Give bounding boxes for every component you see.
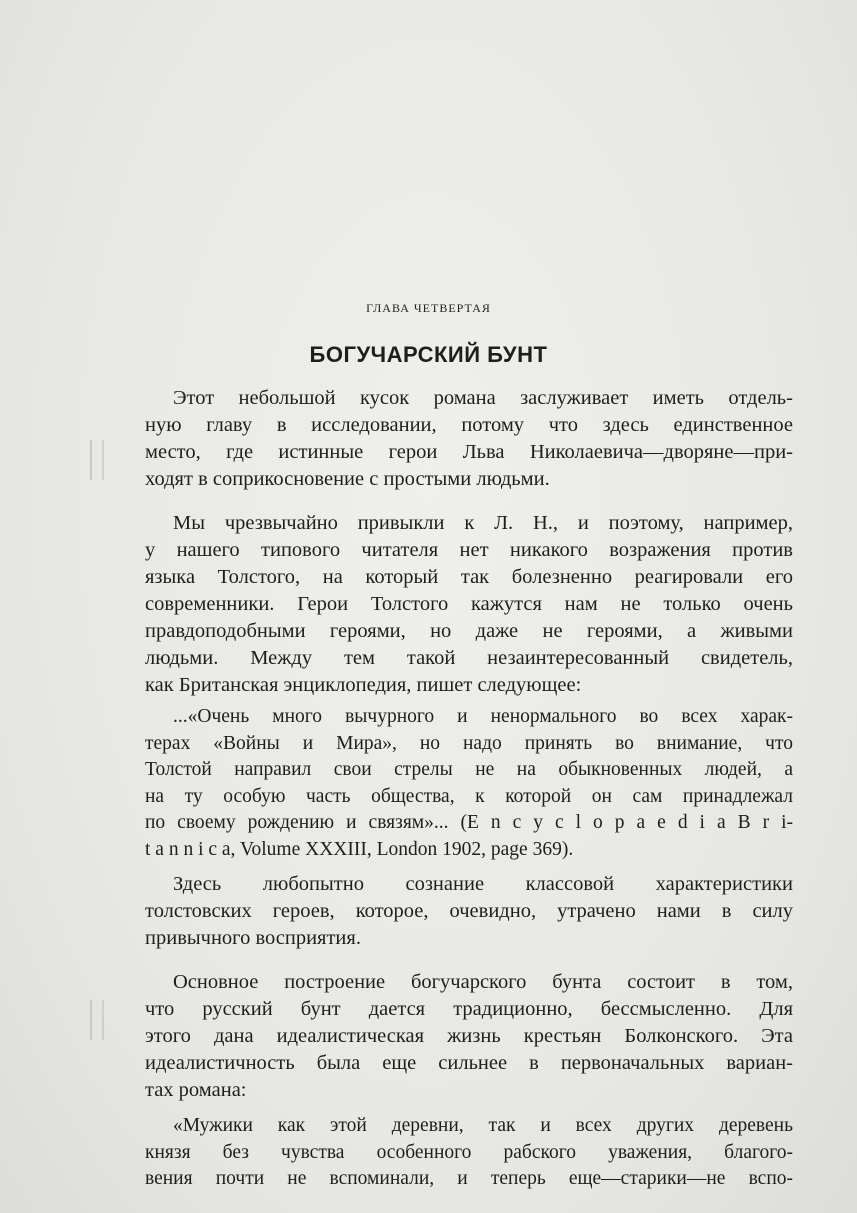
quote-line: ...«Очень много вычурного и ненормального во всех харак- <box>173 706 793 727</box>
quote-line: t a n n i c a, Volume XXXIII, London 1902, page 369). <box>145 839 574 860</box>
paragraph-line: тах романа: <box>145 1079 247 1101</box>
paragraph-line: Здесь любопытно сознание классовой характеристики <box>173 873 793 895</box>
paragraph-line: современники. Герои Толстого кажутся нам не только очень <box>145 593 793 615</box>
quote-line: князя без чувства особенного рабского уважения, благого- <box>145 1142 793 1163</box>
paragraph-line: Мы чрезвычайно привыкли к Л. Н., и поэтому, например, <box>173 512 793 534</box>
paragraph-line: толстовских героев, которое, очевидно, утрачено нами в силу <box>145 900 793 922</box>
scan-artifact <box>90 1000 104 1040</box>
quote-line: вения почти не вспоминали, и теперь еще—старики—не вспо- <box>145 1168 793 1189</box>
quote-line: на ту особую часть общества, к которой он сам принадлежал <box>145 786 793 807</box>
paragraph-line: Основное построение богучарского бунта состоит в том, <box>173 971 793 993</box>
paragraph-line: идеалистичность была еще сильнее в первоначальных вариан- <box>145 1052 793 1074</box>
scan-artifact <box>90 440 104 480</box>
paragraph-line: правдоподобными героями, но даже не героями, а живыми <box>145 620 793 642</box>
paragraph-line: этого дана идеалистическая жизнь крестьян Болконского. Эта <box>145 1025 793 1047</box>
quote-line: Толстой направил свои стрелы не на обыкновенных людей, а <box>145 759 793 780</box>
chapter-label: ГЛАВА ЧЕТВЕРТАЯ <box>366 301 491 315</box>
quote-line: по своему рождению и связям»... (E n c y c l o p a e d i a B r i- <box>145 812 793 833</box>
paragraph-line: что русский бунт дается традиционно, бессмысленно. Для <box>145 998 793 1020</box>
paragraph-line: ходят в соприкосновение с простыми людьми. <box>145 468 550 490</box>
paragraph-line: ную главу в исследовании, потому что здесь единственное <box>145 414 793 436</box>
paragraph-line: привычного восприятия. <box>145 927 361 949</box>
chapter-title: БОГУЧАРСКИЙ БУНТ <box>309 342 548 367</box>
paragraph-line: место, где истинные герои Льва Николаевича—дворяне—при- <box>145 441 793 463</box>
paragraph-line: людьми. Между тем такой незаинтересованный свидетель, <box>145 647 793 669</box>
paragraph-line: языка Толстого, на который так болезненно реагировали его <box>145 566 793 588</box>
paragraph-line: Этот небольшой кусок романа заслуживает иметь отдель- <box>173 387 793 409</box>
paragraph-line: как Британская энциклопедия, пишет следующее: <box>145 674 582 696</box>
quote-line: «Мужики как этой деревни, так и всех других деревень <box>173 1115 793 1136</box>
quote-line: терах «Войны и Мира», но надо принять во внимание, что <box>145 733 793 754</box>
paragraph-line: у нашего типового читателя нет никакого возражения против <box>145 539 793 561</box>
